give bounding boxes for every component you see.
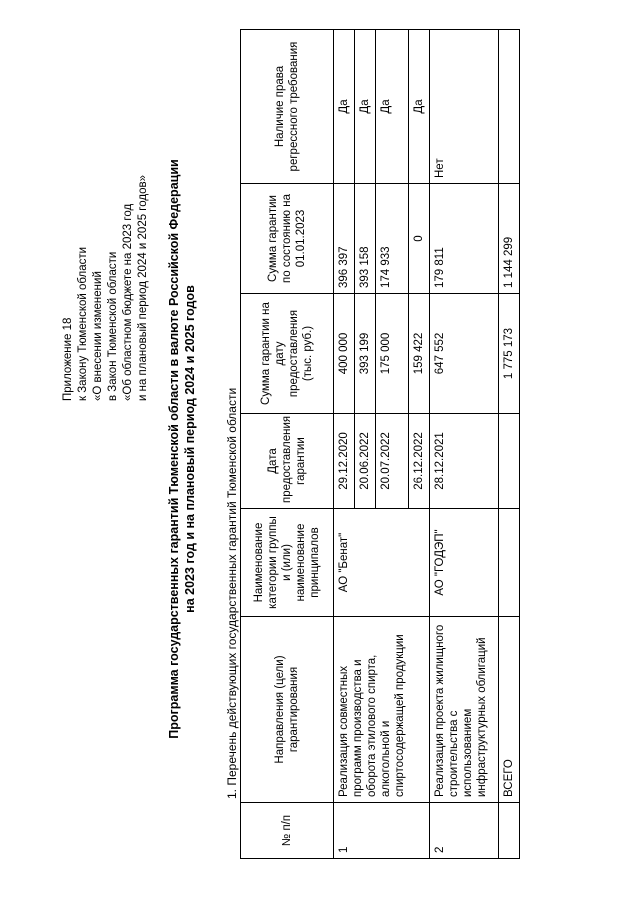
guarantees-table [240,29,520,859]
header-direction: Направления (цели) гарантирования [241,617,334,803]
cell-date: 26.12.2022 [409,414,430,509]
title-line-1: Программа государственных гарантий Тюменской области в валюте Российской Федерации [167,159,181,739]
cell-principal: АО "Бенат" [334,509,430,617]
appendix-line: «Об областном бюджете на 2023 год [122,203,134,401]
cell-sum-granted: 175 000 [376,294,409,414]
title-line-2: на 2023 год и на плановый период 2024 и 2025 годов [183,285,197,613]
cell-date: 20.06.2022 [355,414,376,509]
header-regress: Наличие права регрессного требования [241,30,334,184]
cell-empty [499,509,520,617]
header-sum-current: Сумма гарантии по состоянию на 01.01.2023 [241,184,334,294]
cell-regress: Да [334,30,355,184]
appendix-note [61,11,151,401]
document-title [166,109,198,789]
cell-num: 1 [334,803,430,859]
cell-date: 29.12.2020 [334,414,355,509]
cell-total-sum-current: 1 144 299 [499,184,520,294]
header-date: Дата предоставления гарантии [241,414,334,509]
appendix-line: Приложение 18 [62,317,74,401]
cell-num: 2 [430,803,499,859]
cell-empty [499,803,520,859]
cell-regress: Нет [430,30,499,184]
appendix-line: и на плановый период 2024 и 2025 годов» [137,175,149,401]
cell-sum-granted: 647 552 [430,294,499,414]
cell-sum-current: 0 [409,184,430,294]
cell-date: 20.07.2022 [376,414,409,509]
table-row [334,30,355,859]
cell-empty [499,30,520,184]
cell-direction: Реализация совместных программ производства и оборота этилового спирта, алкогольной и спиртосодержащей продукции [334,617,430,803]
header-num: № п/п [241,803,334,859]
table-row [430,30,499,859]
cell-total-label: ВСЕГО [499,617,520,803]
appendix-line: в Закон Тюменской области [107,251,119,401]
cell-sum-current: 393 158 [355,184,376,294]
cell-date: 28.12.2021 [430,414,499,509]
header-principal: Наименование категории группы и (или) наименование принципалов [241,509,334,617]
cell-sum-current: 179 811 [430,184,499,294]
table-header-row [241,30,334,859]
section-heading: 1. Перечень действующих государственных гарантий Тюменской области [225,387,239,799]
cell-empty [499,414,520,509]
cell-regress: Да [409,30,430,184]
appendix-line: к Закону Тюменской области [77,246,89,401]
cell-total-sum-granted: 1 775 173 [499,294,520,414]
cell-sum-granted: 159 422 [409,294,430,414]
header-sum-granted: Сумма гарантии на дату предоставления (тыс. руб.) [241,294,334,414]
appendix-line: «О внесении изменений [92,271,104,401]
cell-sum-granted: 393 199 [355,294,376,414]
table-total-row [499,30,520,859]
cell-sum-current: 174 933 [376,184,409,294]
cell-sum-current: 396 397 [334,184,355,294]
cell-direction: Реализация проекта жилищного строительства с использованием инфраструктурных облигаций [430,617,499,803]
cell-sum-granted: 400 000 [334,294,355,414]
cell-regress: Да [376,30,409,184]
cell-principal: АО "ГОДЭП" [430,509,499,617]
cell-regress: Да [355,30,376,184]
